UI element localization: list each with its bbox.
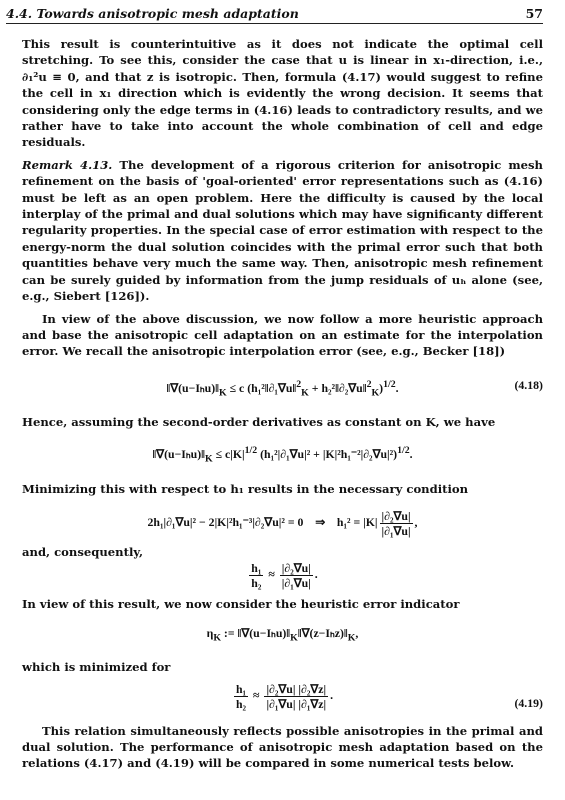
paragraph-conclusion: This relation simultaneously reflects possible anisotropies in the primal and dual solution. The performance of anisotropic mesh adaptation based on the relations (4.17) and (4.19) will be compared in some numerical tests below.	[22, 723, 543, 771]
eq419-rhs-fraction: $\frac{\text{|∂₂∇u| |∂₂∇z|}}{\text{|∂₁∇u| |∂₁∇z|}}$	[266, 681, 327, 711]
remark-4-13	[22, 157, 543, 305]
paragraph-minimized: which is minimized for	[22, 660, 171, 675]
equation-number-4-18: (4.18)	[514, 377, 543, 392]
eq419-lhs-fraction: $\frac{\text{h₁}}{\text{h₂}}$	[235, 681, 247, 711]
equation-minimization: 2h₁|∂₁∇u|² − 2|K|²h₁⁻³|∂₂∇u|² = 0 ⇒ h₁² = |K| $\frac{\text{|∂₂∇u|}}{\text{|∂₁∇u|}}$ ,	[147, 509, 418, 539]
equation-eta: $\eta_K$ := $‖\nabla(u-I_hu)‖_K‖\nabla(z-I_hz)‖_K$,	[206, 625, 359, 644]
paragraph-counterintuitive: This result is counterintuitive as it does not indicate the optimal cell stretching. To see this, consider the case that u is linear in x₁-direction, i.e., ∂₁²u ≡ 0, and that z is isotropic. Then, formula (4.17) would suggest to refine the cell in x₁ direction which is evidently the wrong decision. It seems that considering only the edge terms in (4.16) leads to contradictory results, and we rather have to take into account the whole combination of cell and edge residuals.	[22, 37, 543, 150]
eq-hence-mid: (h₁²|∂₁∇u|² + |K|²h₁⁻²|∂₂∇u|²)	[257, 447, 398, 462]
paragraph-consequently: and, consequently,	[22, 545, 144, 560]
eq418-end: )	[379, 380, 384, 395]
eq-min-left: 2h₁|∂₁∇u|² − 2|K|²h₁⁻³|∂₂∇u|² = 0	[147, 515, 304, 530]
page-body	[22, 36, 543, 772]
equation-4-19: $\frac{\text{h₁}}{\text{h₂}}$ ≈ $\frac{\text{|∂₂∇u| |∂₂∇z|}}{\text{|∂₁∇u| |∂₁∇z|}}$ . (4.19)	[235, 681, 543, 711]
remark-label: Remark 4.13.	[22, 157, 113, 172]
eq-min-fraction: $\frac{\text{|∂₂∇u|}}{\text{|∂₁∇u|}}$	[381, 509, 411, 539]
implies-arrow: ⇒	[315, 515, 326, 530]
eq418-lhs: ‖∇(u−Iₕu)‖	[166, 380, 219, 395]
remark-text: The development of a rigorous criterion for anisotropic mesh refinement on the basis of 'goal-oriented' error representations such as (4.16) must be left as an open problem. Here the difficulty is caused by the local interplay of the primal and dual solutions which may have significanty different regularity properties. In the special case of error estimation with respect to the energy-norm the dual solution coincides with the primal error such that both quantities behave very much the same way. Then, anisotropic mesh refinement can be surely guided by information from the jump residuals of uₕ alone (see, e.g., Siebert [126]).	[22, 157, 543, 304]
eq418-rhs: ≤ c (h₁²‖∂₁∇u‖	[226, 380, 297, 395]
equation-consequently: $\frac{\text{h₁}}{\text{h₂}}$ ≈ $\frac{\text{|∂₂∇u|}}{\text{|∂₁∇u|}}$ .	[251, 560, 318, 590]
eq-eta-body-2: ‖∇(z−Iₕz)‖	[297, 625, 348, 640]
approx-symbol: ≈	[268, 566, 275, 581]
eq-min-right: h₁² = |K|	[336, 515, 378, 530]
approx-symbol-419: ≈	[253, 687, 260, 702]
page-number: 57	[525, 5, 543, 21]
eq-hence-lhs: ‖∇(u−Iₕu)‖	[152, 447, 205, 462]
equation-number-4-19: (4.19)	[514, 695, 543, 710]
running-header	[6, 3, 543, 23]
paragraph-heuristic: In view of the above discussion, we now follow a more heuristic approach and base the anisotropic cell adaptation on an estimate for the interpolation error. We recall the anisotropic interpolation error (see, e.g., Becker [18])	[22, 311, 543, 359]
section-title: 4.4. Towards anisotropic mesh adaptation	[6, 5, 299, 21]
paragraph-hence: Hence, assuming the second-order derivatives as constant on K, we have	[22, 415, 496, 429]
eq-hence-rhs: ≤ c|K|	[212, 447, 245, 462]
eq-eta-symbol: η	[206, 625, 214, 640]
paragraph-minimizing: Minimizing this with respect to h₁ results in the necessary condition	[22, 481, 469, 496]
equation-4-18: $‖\nabla(u-I_hu)‖_K \le c$ (h₁²‖∂₁∇u‖$^2_K$ + h₂²‖∂₂∇u‖$^2_K$)$^{1/2}$. (4.18)	[166, 377, 543, 398]
paragraph-indicator: In view of this result, we now consider the heuristic error indicator	[22, 596, 460, 611]
equation-hence: $‖\nabla(u-I_hu)‖_K \le c|K|^{1/2}$ $(h_1^2|\partial_1\nabla u|^2 + |K|^2h_1^{-2}|\partial_2\nabla u|^2)^{1/2}$.	[152, 445, 413, 465]
eq-eta-body: := ‖∇(u−Iₕu)‖	[220, 625, 291, 640]
eq-cons-rhs-fraction: $\frac{\text{|∂₂∇u|}}{\text{|∂₁∇u|}}$	[281, 560, 311, 590]
eq418-mid: + h₂²‖∂₂∇u‖	[308, 380, 367, 395]
header-rule	[6, 23, 543, 24]
eq-cons-lhs-fraction: $\frac{\text{h₁}}{\text{h₂}}$	[251, 560, 262, 590]
